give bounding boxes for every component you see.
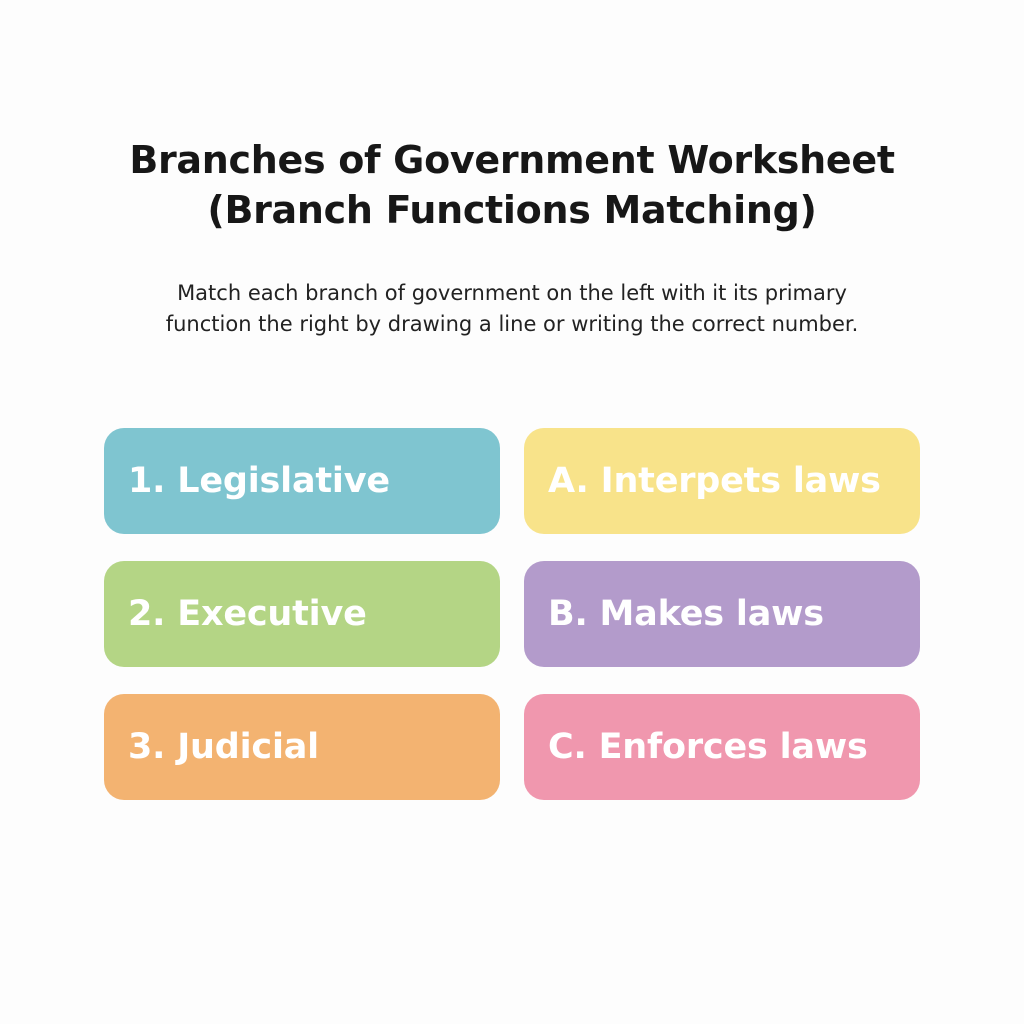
branch-label: 1. Legislative — [128, 461, 390, 501]
function-label: C. Enforces laws — [548, 727, 868, 767]
function-label: B. Makes laws — [548, 594, 824, 634]
function-label: A. Interpets laws — [548, 461, 881, 501]
branch-label: 3. Judicial — [128, 727, 319, 767]
branch-card-judicial[interactable] — [104, 694, 500, 800]
function-card-enforces-laws[interactable] — [524, 694, 920, 800]
instructions-text — [0, 278, 1024, 340]
branch-label: 2. Executive — [128, 594, 367, 634]
worksheet-title — [0, 135, 1024, 235]
instructions-line-2: function the right by drawing a line or writing the correct number. — [165, 312, 859, 336]
branch-card-executive[interactable] — [104, 561, 500, 667]
branch-card-legislative[interactable] — [104, 428, 500, 534]
title-line-2: (Branch Functions Matching) — [207, 188, 817, 232]
function-card-interprets-laws[interactable] — [524, 428, 920, 534]
title-line-1: Branches of Government Worksheet — [129, 138, 895, 182]
function-card-makes-laws[interactable] — [524, 561, 920, 667]
instructions-line-1: Match each branch of government on the left with it its primary — [177, 281, 847, 305]
